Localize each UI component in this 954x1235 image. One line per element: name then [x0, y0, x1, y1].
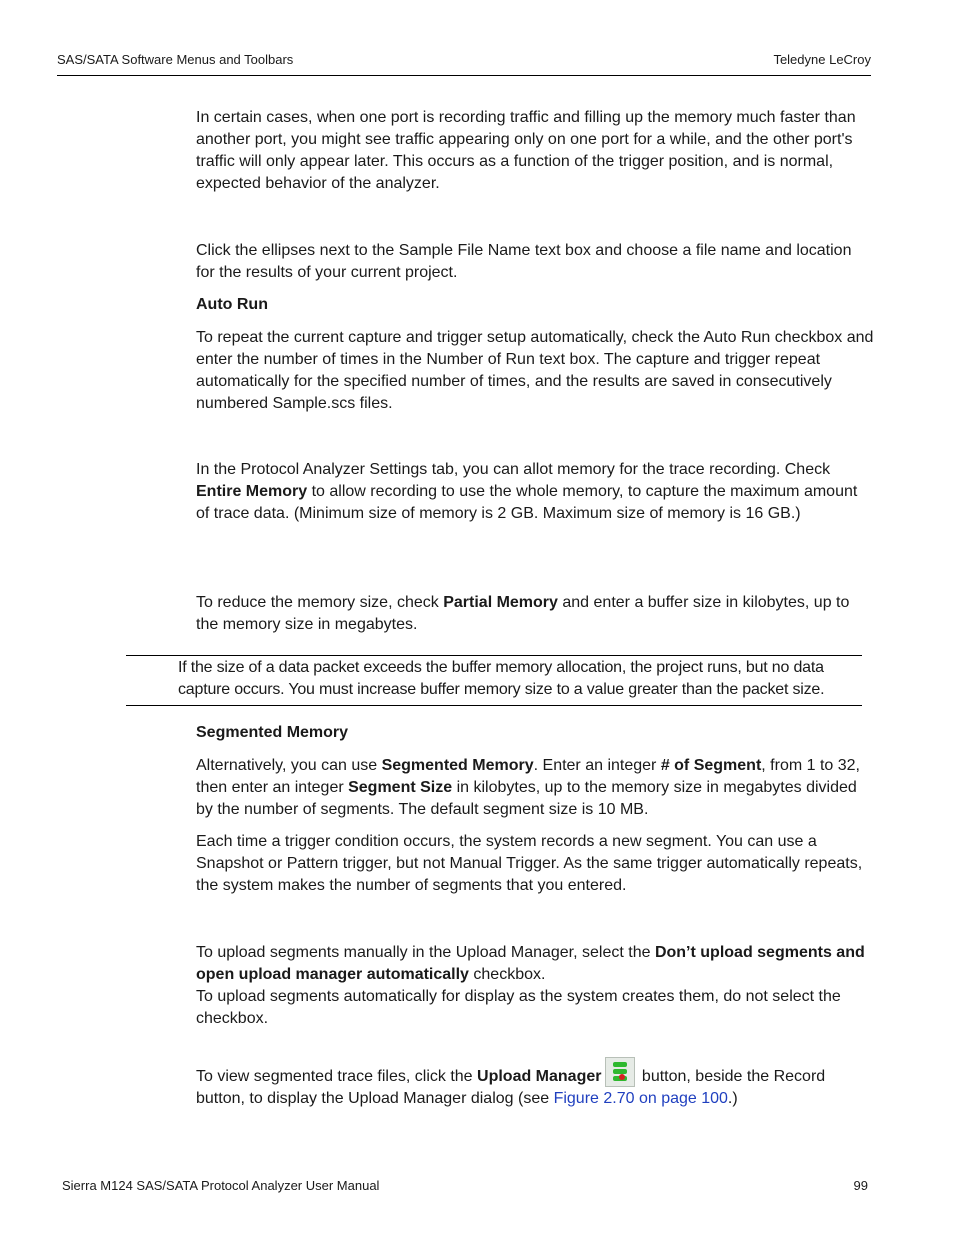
paragraph-segmented-memory	[196, 755, 874, 821]
note-bottom-rule	[126, 705, 862, 706]
paragraph-upload-segments	[196, 942, 874, 1030]
paragraph-sample-file: Click the ellipses next to the Sample File Name text box and choose a file name and location for the results of your current project.	[196, 242, 852, 281]
text: in kilobytes, up to the memory size in megabytes divided by the number of segments. The default segment size is 10 MB.	[196, 779, 857, 818]
text: , from 1 to 32, then enter an integer	[196, 757, 860, 796]
running-header-left: SAS/SATA Software Menus and Toolbars	[57, 52, 294, 67]
note-buffer-size: If the size of a data packet exceeds the buffer memory allocation, the project runs, but no data capture occurs. You must increase buffer memory size to a value greater than the packet size.	[178, 659, 825, 698]
text: To upload segments manually in the Upload Manager, select the	[196, 944, 655, 961]
text: To view segmented trace files, click the	[196, 1068, 478, 1085]
text: checkbox.	[468, 966, 546, 983]
text: to allow recording to use the whole memory, to capture the maximum amount of trace data. (Minimum size of memory is 2 GB. Maximum size of memory is 16 GB.)	[196, 483, 858, 522]
running-header-right: Teledyne LeCroy	[773, 52, 871, 67]
figure-link[interactable]: Figure 2.70 on page 100	[553, 1090, 728, 1107]
text: .)	[727, 1090, 738, 1107]
heading-segmented-memory: Segmented Memory	[196, 724, 349, 741]
note-top-rule	[126, 655, 862, 656]
paragraph-upload-manager	[196, 1057, 874, 1110]
text: Alternatively, you can use	[196, 757, 382, 774]
term-segment-size: Segment Size	[348, 779, 453, 796]
paragraph-entire-memory	[196, 459, 874, 525]
text: To repeat the current capture and trigger setup automatically, check the Auto Run checkbox and enter the number of times in the Number of Run text box. The capture and trigger repeat automatically for the specified number of times, and the results are saved in consecutively numbered Sample.scs files.	[196, 329, 874, 412]
text: To reduce the memory size, check	[196, 594, 444, 611]
term-segmented-memory: Segmented Memory	[381, 757, 534, 774]
term-entire-memory: Entire Memory	[196, 483, 308, 500]
paragraph-auto-run	[196, 327, 874, 415]
term-upload-manager: Upload Manager	[477, 1068, 602, 1085]
paragraph-trigger-segments: Each time a trigger condition occurs, the system records a new segment. You can use a Snapshot or Pattern trigger, but not Manual Trigger. As the same trigger automatically repeats, the system makes the number of segments that you entered.	[196, 833, 863, 894]
text: To upload segments automatically for display as the system creates them, do not select the checkbox.	[196, 988, 841, 1027]
text: . Enter an integer	[533, 757, 661, 774]
text: In the Protocol Analyzer Settings tab, you can allot memory for the trace recording. Check	[196, 461, 831, 478]
text: and enter a buffer size in kilobytes, up to the memory size in megabytes.	[196, 594, 850, 633]
term-number-of-segment: # of Segment	[660, 757, 762, 774]
term-partial-memory: Partial Memory	[443, 594, 558, 611]
heading-auto-run: Auto Run	[196, 296, 268, 313]
paragraph-trigger-position: In certain cases, when one port is recording traffic and filling up the memory much faster than another port, you might see traffic appearing only on one port for a while, and the other port's traffic will only appear later. This occurs as a function of the trigger position, and is normal, expected behavior of the analyzer.	[196, 109, 856, 192]
text: button, beside the Record button, to display the Upload Manager dialog (see	[196, 1068, 826, 1107]
term-dont-upload-segments: Don’t upload segments and open upload manager automatically	[196, 944, 865, 983]
header-divider	[57, 75, 871, 76]
running-footer-title: Sierra M124 SAS/SATA Protocol Analyzer User Manual	[62, 1178, 380, 1193]
upload-manager-icon	[605, 1057, 635, 1087]
paragraph-partial-memory	[196, 592, 874, 636]
page-number: 99	[853, 1178, 868, 1193]
